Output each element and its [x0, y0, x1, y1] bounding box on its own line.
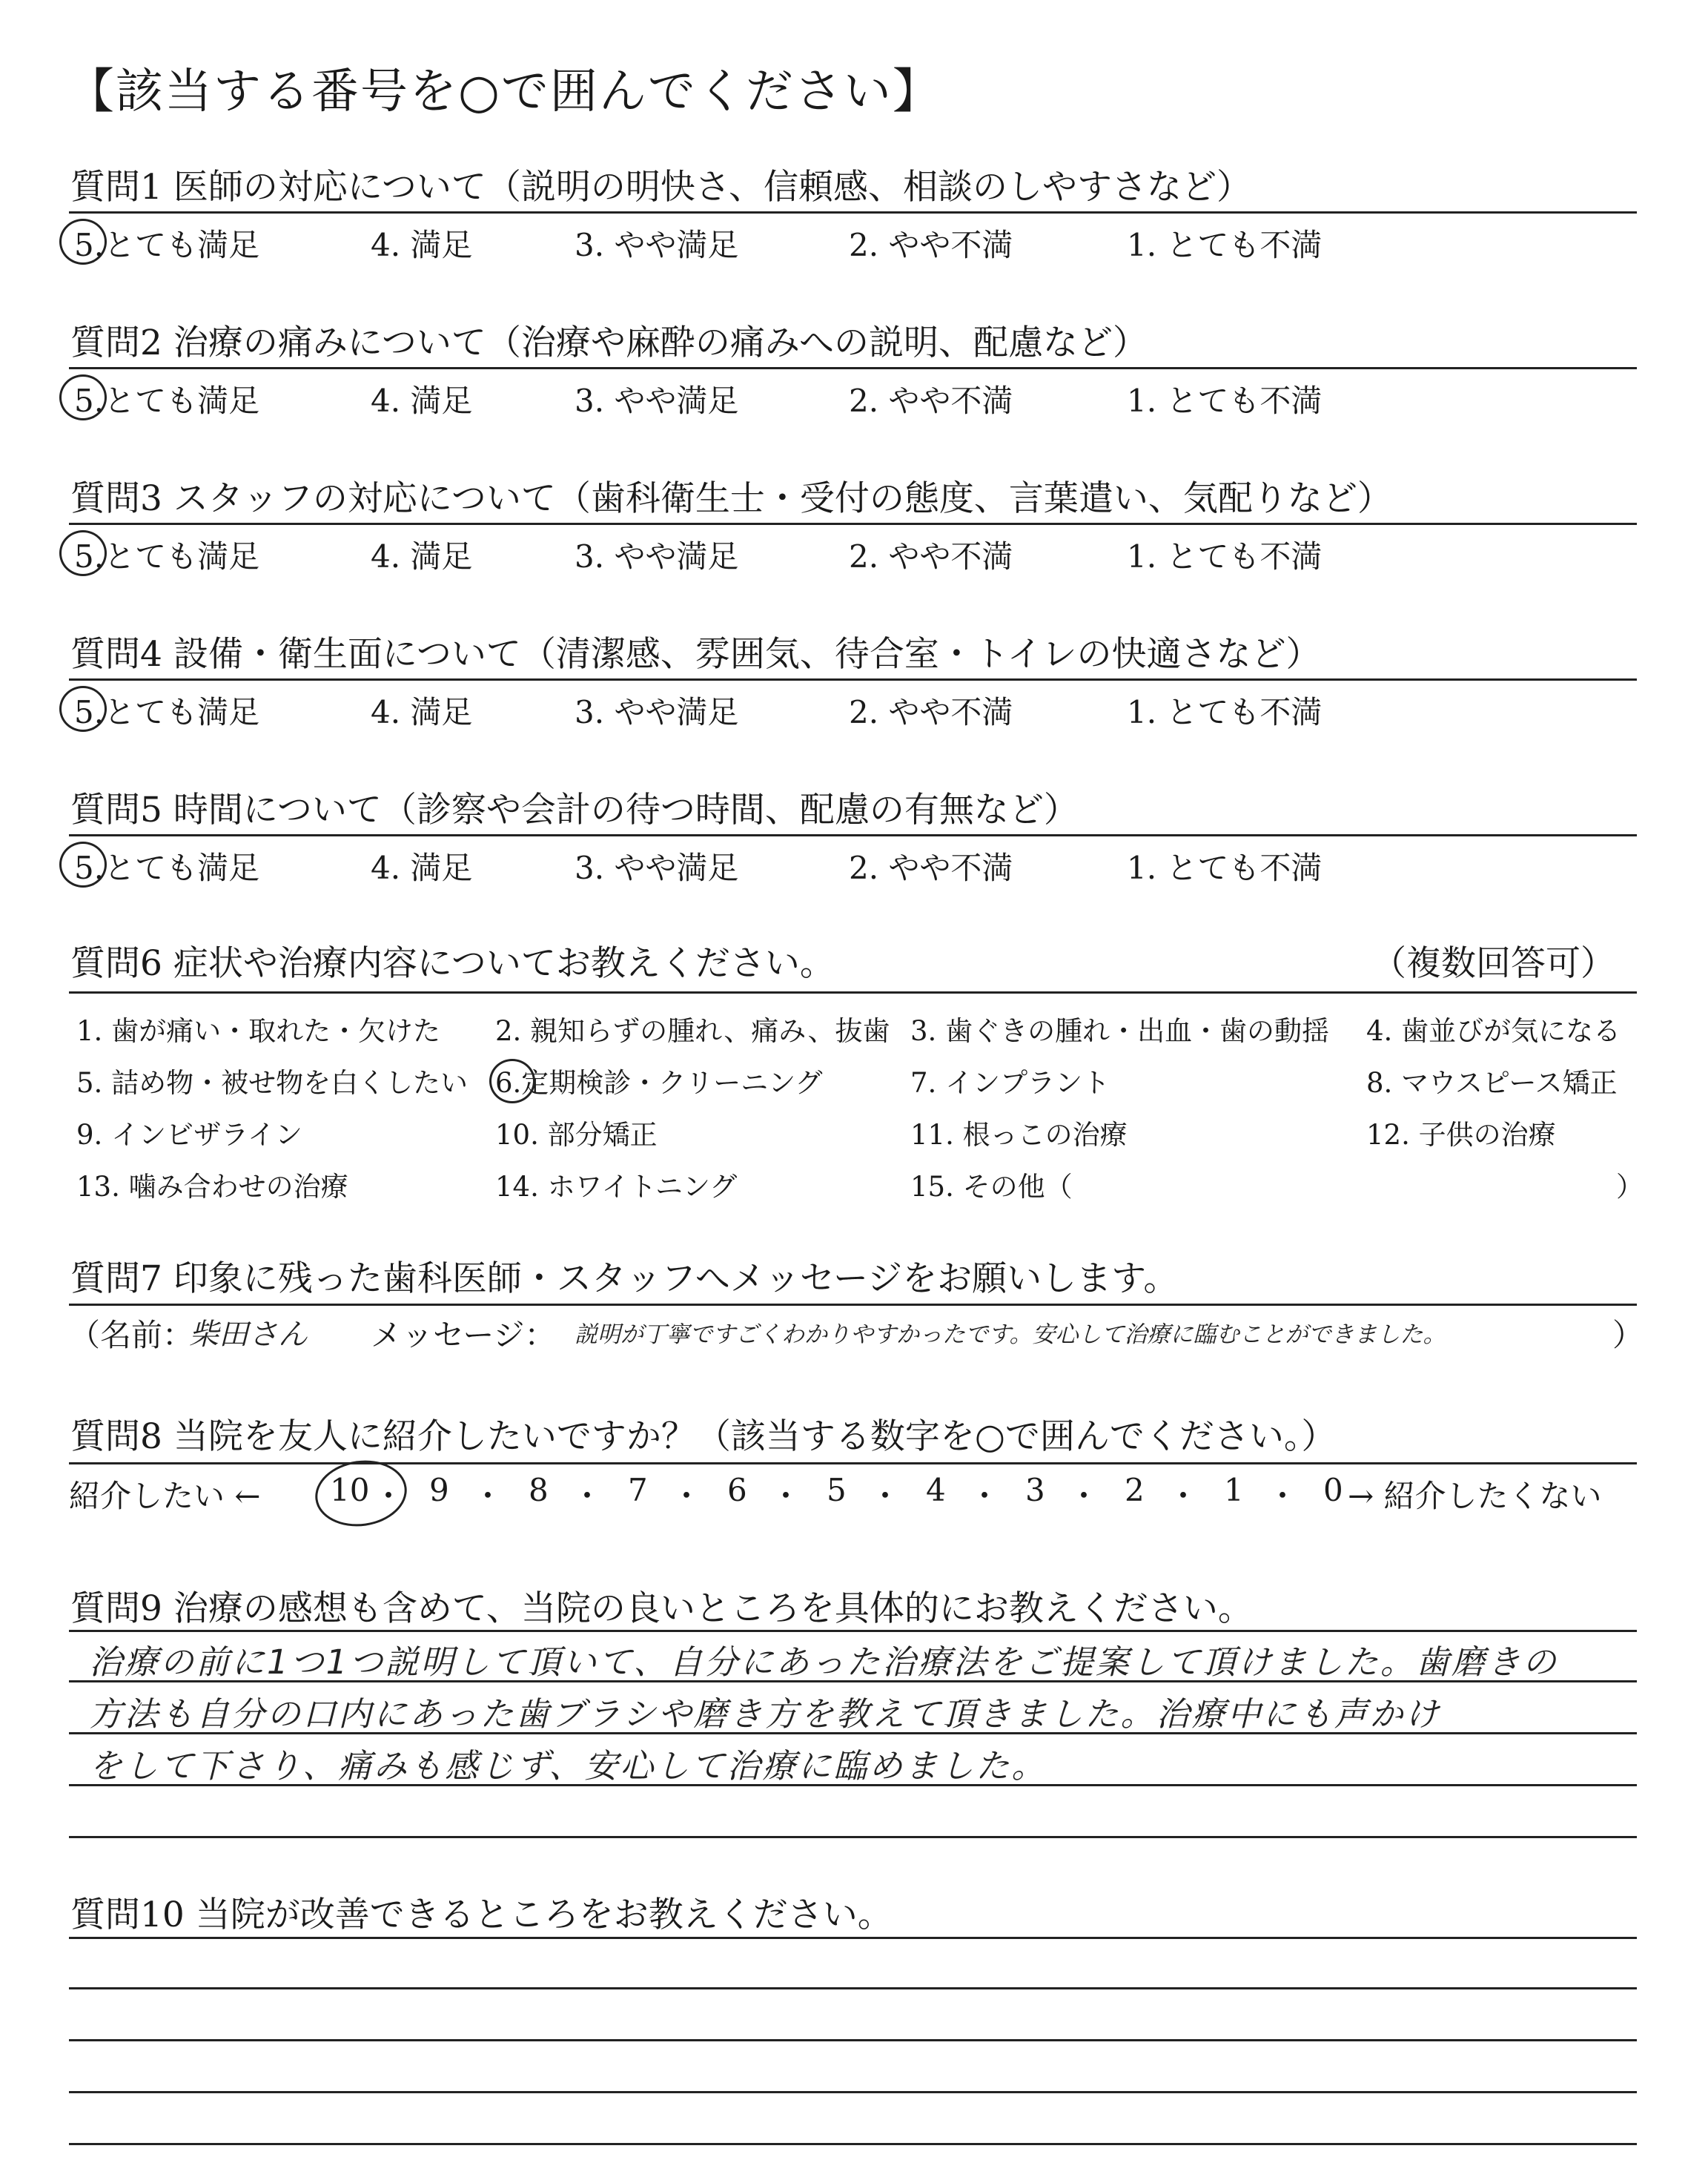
q1-selected-circle — [59, 219, 107, 265]
q1-option-2[interactable]: 2. やや不満 — [849, 227, 1013, 263]
q8-score-6[interactable]: 6 — [727, 1472, 747, 1508]
q8-score-1[interactable]: 1 — [1224, 1472, 1244, 1508]
q6-option-12[interactable]: 12. 子供の治療 — [1366, 1119, 1556, 1151]
q8-separator-dot: ・ — [1168, 1478, 1199, 1514]
q8-separator-dot: ・ — [770, 1478, 802, 1514]
q7-message-label: メッセージ： — [371, 1317, 556, 1353]
q7-close: ） — [1612, 1317, 1644, 1353]
q1-rule — [69, 211, 1637, 214]
q9-answer-line-3[interactable]: をして下さり、痛みも感じず、安心して治療に臨めました。 — [89, 1746, 1047, 1786]
q6-label: 質問6 症状や治療内容についてお教えください。 — [70, 943, 835, 984]
q3-option-3[interactable]: 3. やや満足 — [575, 538, 739, 575]
q10-rule-2 — [69, 1987, 1637, 1989]
q10-rule-5 — [69, 2143, 1637, 2145]
q3-rule — [69, 523, 1637, 525]
q8-score-3[interactable]: 3 — [1025, 1472, 1045, 1508]
q3-selected-circle — [59, 530, 107, 576]
q3-option-5[interactable]: 5.とても満足 — [74, 538, 260, 575]
q6-option-14[interactable]: 14. ホワイトニング — [495, 1171, 738, 1203]
q8-score-5[interactable]: 5 — [827, 1472, 847, 1508]
q8-score-2[interactable]: 2 — [1125, 1472, 1145, 1508]
q3-option-4[interactable]: 4. 満足 — [371, 538, 473, 575]
q6-option-3[interactable]: 3. 歯ぐきの腫れ・出血・歯の動揺 — [910, 1015, 1330, 1047]
q8-separator-dot: ・ — [671, 1478, 703, 1514]
q6-option-7[interactable]: 7. インプラント — [910, 1067, 1110, 1099]
q1-option-5[interactable]: 5.とても満足 — [74, 227, 260, 263]
q2-label: 質問2 治療の痛みについて（治療や麻酔の痛みへの説明、配慮など） — [70, 323, 1148, 363]
q7-label: 質問7 印象に残った歯科医師・スタッフへメッセージをお願いします。 — [70, 1258, 1179, 1299]
q5-option-5[interactable]: 5.とても満足 — [74, 850, 260, 886]
q8-separator-dot: ・ — [1068, 1478, 1100, 1514]
q2-option-4[interactable]: 4. 満足 — [371, 383, 473, 419]
q6-option-15[interactable]: 15. その他（ — [910, 1171, 1073, 1203]
q8-score-4[interactable]: 4 — [926, 1472, 946, 1508]
q4-rule — [69, 678, 1637, 681]
q6-option-9[interactable]: 9. インビザライン — [76, 1119, 302, 1151]
q7-name-label: （名前： — [69, 1317, 194, 1353]
q2-option-2[interactable]: 2. やや不満 — [849, 383, 1013, 419]
q8-left-label: 紹介したい ← — [69, 1478, 261, 1514]
q3-option-2[interactable]: 2. やや不満 — [849, 538, 1013, 575]
q6-option-10[interactable]: 10. 部分矯正 — [495, 1119, 658, 1151]
q7-rule — [69, 1304, 1637, 1306]
q8-separator-dot: ・ — [572, 1478, 603, 1514]
q1-option-3[interactable]: 3. やや満足 — [575, 227, 739, 263]
q4-option-3[interactable]: 3. やや満足 — [575, 694, 739, 730]
q9-rule-1 — [69, 1630, 1637, 1632]
q3-label: 質問3 スタッフの対応について（歯科衛生士・受付の態度、言葉遣い、気配りなど） — [70, 478, 1392, 519]
q9-rule-5 — [69, 1836, 1637, 1838]
q8-score-7[interactable]: 7 — [628, 1472, 648, 1508]
q4-selected-circle — [59, 686, 107, 732]
form-title: 【該当する番号を○で囲んでください】 — [67, 65, 941, 119]
q1-label: 質問1 医師の対応について（説明の明快さ、信頼感、相談のしやすさなど） — [70, 167, 1252, 208]
q8-right-label: → 紹介したくない — [1348, 1478, 1602, 1514]
q8-selected-circle — [311, 1455, 411, 1532]
q8-score-9[interactable]: 9 — [429, 1472, 449, 1508]
q5-option-3[interactable]: 3. やや満足 — [575, 850, 739, 886]
q6-selected-circle — [489, 1059, 535, 1103]
q8-score-0[interactable]: 0 — [1323, 1472, 1343, 1508]
q5-option-2[interactable]: 2. やや不満 — [849, 850, 1013, 886]
q6-option-11[interactable]: 11. 根っこの治療 — [910, 1119, 1128, 1151]
q8-separator-dot: ・ — [870, 1478, 901, 1514]
q9-label: 質問9 治療の感想も含めて、当院の良いところを具体的にお教えください。 — [70, 1588, 1253, 1629]
q6-note: （複数回答可） — [1371, 943, 1615, 984]
q2-option-5[interactable]: 5.とても満足 — [74, 383, 260, 419]
q5-rule — [69, 834, 1637, 836]
q4-label: 質問4 設備・衛生面について（清潔感、雰囲気、待合室・トイレの快適さなど） — [70, 634, 1321, 675]
q8-score-8[interactable]: 8 — [529, 1472, 549, 1508]
q6-option-8[interactable]: 8. マウスピース矯正 — [1366, 1067, 1618, 1099]
q8-separator-dot: ・ — [969, 1478, 1001, 1514]
q8-separator-dot: ・ — [1267, 1478, 1299, 1514]
q7-message-value[interactable]: 説明が丁寧ですごくわかりやすかったです。安心して治療に臨むことができました。 — [575, 1321, 1446, 1348]
q6-rule — [69, 991, 1637, 994]
q2-option-3[interactable]: 3. やや満足 — [575, 383, 739, 419]
q6-option-13[interactable]: 13. 噛み合わせの治療 — [76, 1171, 348, 1203]
q8-separator-dot: ・ — [472, 1478, 504, 1514]
q8-score-10[interactable]: 10 — [330, 1472, 370, 1508]
q4-option-2[interactable]: 2. やや不満 — [849, 694, 1013, 730]
q6-option-4[interactable]: 4. 歯並びが気になる — [1366, 1015, 1621, 1047]
q2-selected-circle — [59, 374, 107, 420]
q8-separator-dot: ・ — [373, 1478, 405, 1514]
q10-label: 質問10 当院が改善できるところをお教えください。 — [70, 1895, 893, 1935]
q10-rule-1 — [69, 1937, 1637, 1939]
q1-option-4[interactable]: 4. 満足 — [371, 227, 473, 263]
q4-option-4[interactable]: 4. 満足 — [371, 694, 473, 730]
q9-answer-line-1[interactable]: 治療の前に1つ1つ説明して頂いて、自分にあった治療法をご提案して頂けました。歯磨きの — [89, 1642, 1558, 1682]
q6-option-2[interactable]: 2. 親知らずの腫れ、痛み、抜歯 — [495, 1015, 890, 1047]
q5-option-4[interactable]: 4. 満足 — [371, 850, 473, 886]
q10-rule-3 — [69, 2039, 1637, 2041]
q4-option-1[interactable]: 1. とても不満 — [1127, 694, 1323, 730]
q2-option-1[interactable]: 1. とても不満 — [1127, 383, 1323, 419]
q6-option-6[interactable]: 6.定期検診・クリーニング — [495, 1067, 823, 1099]
q8-rule — [69, 1462, 1637, 1464]
q9-answer-line-2[interactable]: 方法も自分の口内にあった歯ブラシや磨き方を教えて頂きました。治療中にも声かけ — [89, 1694, 1441, 1734]
q6-other-close: ） — [1616, 1171, 1644, 1203]
q7-name-value[interactable]: 柴田さん — [189, 1318, 308, 1352]
q4-option-5[interactable]: 5.とても満足 — [74, 694, 260, 730]
q5-selected-circle — [59, 842, 107, 888]
q10-rule-4 — [69, 2091, 1637, 2093]
q5-label: 質問5 時間について（診察や会計の待つ時間、配慮の有無など） — [70, 790, 1079, 830]
q6-option-1[interactable]: 1. 歯が痛い・取れた・欠けた — [76, 1015, 441, 1047]
q8-label: 質問8 当院を友人に紹介したいですか？（該当する数字を○で囲んでください。） — [70, 1416, 1337, 1457]
q5-option-1[interactable]: 1. とても不満 — [1127, 850, 1323, 886]
q1-option-1[interactable]: 1. とても不満 — [1127, 227, 1323, 263]
q6-option-5[interactable]: 5. 詰め物・被せ物を白くしたい — [76, 1067, 469, 1099]
q2-rule — [69, 367, 1637, 369]
q3-option-1[interactable]: 1. とても不満 — [1127, 538, 1323, 575]
